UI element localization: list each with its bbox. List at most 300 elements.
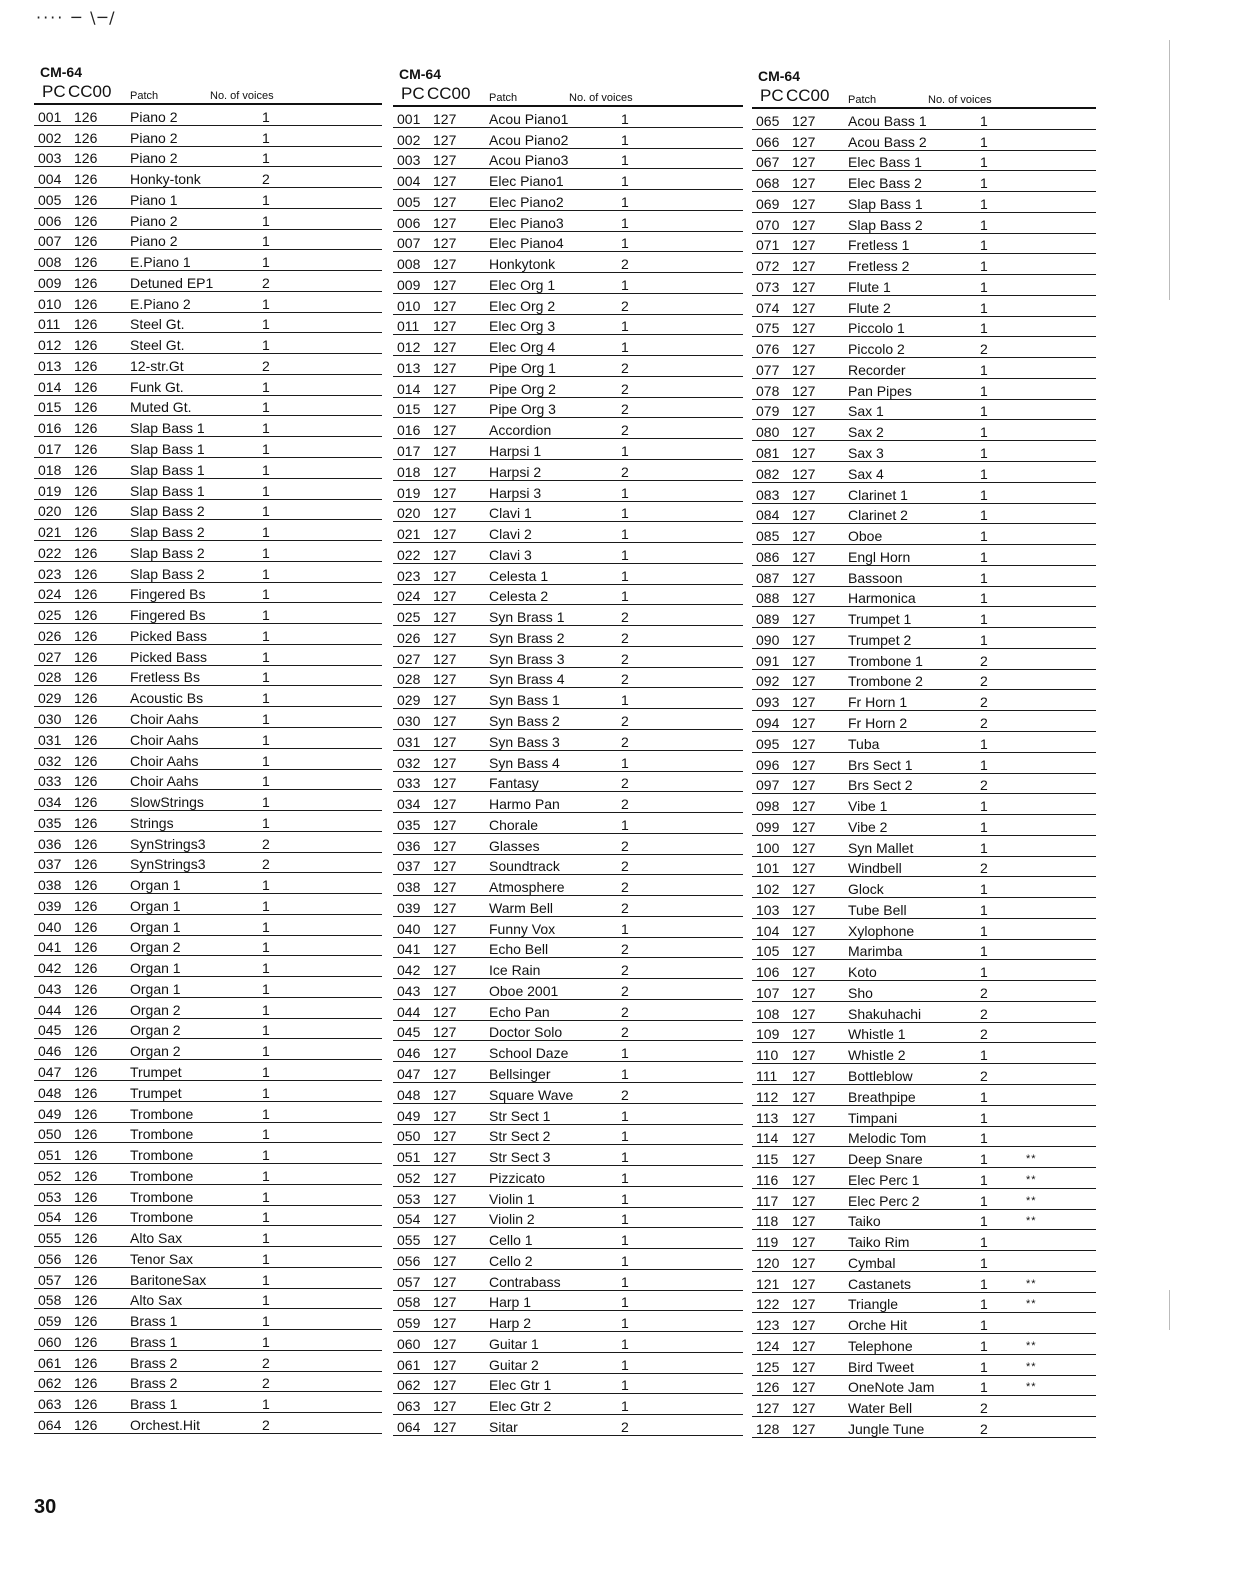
voices-cell: 1 bbox=[980, 922, 988, 939]
pc-cell: 091 bbox=[756, 652, 780, 669]
table-row bbox=[34, 167, 382, 188]
table-row bbox=[752, 732, 1096, 753]
pc-cell: 048 bbox=[38, 1084, 62, 1101]
pc-cell: 049 bbox=[38, 1105, 62, 1122]
table-row bbox=[393, 1166, 743, 1187]
patch-name-cell: Sax 1 bbox=[848, 403, 884, 420]
pc-cell: 034 bbox=[397, 796, 421, 813]
voices-cell: 1 bbox=[980, 1234, 988, 1251]
voices-cell: 1 bbox=[980, 195, 988, 212]
pc-cell: 010 bbox=[38, 295, 62, 312]
voices-cell: 2 bbox=[262, 835, 270, 852]
patch-name-cell: Brs Sect 1 bbox=[848, 756, 913, 773]
patch-name-cell: Str Sect 2 bbox=[489, 1128, 551, 1145]
pc-cell: 073 bbox=[756, 278, 780, 295]
header-pc: PC bbox=[760, 86, 784, 105]
pc-cell: 051 bbox=[38, 1147, 62, 1164]
cc00-cell: 126 bbox=[74, 212, 98, 229]
patch-name-cell: Harmo Pan bbox=[489, 796, 560, 813]
cc00-cell: 126 bbox=[74, 1126, 98, 1143]
cc00-cell: 126 bbox=[74, 1063, 98, 1080]
cc00-cell: 126 bbox=[74, 1313, 98, 1330]
voices-cell: 1 bbox=[980, 258, 988, 275]
cc00-cell: 127 bbox=[792, 673, 816, 690]
pc-cell: 061 bbox=[38, 1354, 62, 1371]
cc00-cell: 127 bbox=[433, 1356, 457, 1373]
table-row bbox=[752, 462, 1096, 483]
table-row bbox=[752, 981, 1096, 1002]
pc-cell: 054 bbox=[38, 1209, 62, 1226]
patch-name-cell: Jungle Tune bbox=[848, 1421, 925, 1437]
voices-cell: 1 bbox=[621, 692, 629, 709]
cc00-cell: 126 bbox=[74, 918, 98, 935]
cc00-cell: 127 bbox=[792, 1109, 816, 1126]
voices-cell: 1 bbox=[621, 110, 629, 127]
patch-name-cell: Marimba bbox=[848, 943, 903, 960]
cc00-cell: 127 bbox=[433, 1107, 457, 1124]
voices-cell: 1 bbox=[621, 1211, 629, 1228]
patch-name-cell: Elec Piano1 bbox=[489, 173, 564, 190]
voices-cell: 2 bbox=[621, 941, 629, 958]
patch-name-cell: Cymbal bbox=[848, 1254, 896, 1271]
pc-cell: 022 bbox=[397, 546, 421, 563]
cc00-cell: 127 bbox=[792, 590, 816, 607]
patch-name-cell: Flute 2 bbox=[848, 299, 891, 316]
cc00-cell: 126 bbox=[74, 482, 98, 499]
pc-cell: 079 bbox=[756, 403, 780, 420]
cc00-cell: 127 bbox=[433, 484, 457, 501]
table-row bbox=[752, 234, 1096, 255]
table-row bbox=[34, 458, 382, 479]
pc-cell: 081 bbox=[756, 445, 780, 462]
patch-name-cell: Celesta 1 bbox=[489, 567, 549, 584]
table-row bbox=[393, 273, 743, 294]
cc00-cell: 127 bbox=[792, 714, 816, 731]
patch-name-cell: Acou Piano3 bbox=[489, 152, 569, 169]
table-row bbox=[34, 209, 382, 230]
table-row bbox=[34, 1039, 382, 1060]
voices-cell: 1 bbox=[980, 964, 988, 981]
cc00-cell: 127 bbox=[433, 1335, 457, 1352]
voices-cell: 1 bbox=[621, 173, 629, 190]
voices-cell: 1 bbox=[621, 214, 629, 231]
table-row bbox=[34, 500, 382, 521]
pc-cell: 123 bbox=[756, 1317, 780, 1334]
pc-cell: 041 bbox=[38, 939, 62, 956]
cc00-cell: 127 bbox=[433, 692, 457, 709]
cc00-cell: 127 bbox=[433, 131, 457, 148]
patch-name-cell: Fretless 1 bbox=[848, 237, 910, 254]
table-row bbox=[34, 1413, 382, 1434]
patch-name-cell: Syn Brass 1 bbox=[489, 609, 565, 626]
flag-cell: ** bbox=[1026, 1194, 1037, 1207]
table-row bbox=[752, 670, 1096, 691]
patch-name-cell: Bellsinger bbox=[489, 1065, 551, 1082]
pc-cell: 082 bbox=[756, 465, 780, 482]
patch-name-cell: Syn Bass 4 bbox=[489, 754, 560, 771]
patch-name-cell: 12-str.Gt bbox=[130, 357, 184, 374]
pc-cell: 106 bbox=[756, 964, 780, 981]
voices-cell: 2 bbox=[980, 860, 988, 877]
cc00-cell: 126 bbox=[74, 565, 98, 582]
cc00-cell: 127 bbox=[792, 548, 816, 565]
pc-cell: 119 bbox=[756, 1234, 779, 1251]
voices-cell: 1 bbox=[980, 590, 988, 607]
table-row bbox=[393, 1415, 743, 1436]
voices-cell: 1 bbox=[262, 337, 270, 354]
patch-name-cell: Choir Aahs bbox=[130, 773, 199, 790]
voices-cell: 1 bbox=[980, 798, 988, 815]
table-row bbox=[752, 1085, 1096, 1106]
pc-cell: 054 bbox=[397, 1211, 421, 1228]
voices-cell: 1 bbox=[980, 569, 988, 586]
cc00-cell: 126 bbox=[74, 877, 98, 894]
table-row bbox=[34, 894, 382, 915]
voices-cell: 1 bbox=[262, 316, 270, 333]
patch-name-cell: Slap Bass 2 bbox=[130, 503, 205, 520]
flag-cell: ** bbox=[1026, 1277, 1037, 1290]
voices-cell: 2 bbox=[262, 274, 270, 291]
table-row bbox=[34, 396, 382, 417]
voices-cell: 1 bbox=[262, 1313, 270, 1330]
voices-cell: 2 bbox=[262, 1354, 270, 1371]
voices-cell: 1 bbox=[980, 1192, 988, 1209]
cc00-cell: 127 bbox=[792, 569, 816, 586]
patch-name-cell: E.Piano 1 bbox=[130, 254, 191, 271]
cc00-cell: 127 bbox=[792, 465, 816, 482]
patch-name-cell: Piano 2 bbox=[130, 233, 178, 250]
pc-cell: 018 bbox=[38, 461, 62, 478]
cc00-cell: 126 bbox=[74, 399, 98, 416]
table-row bbox=[34, 915, 382, 936]
patch-name-cell: Elec Org 2 bbox=[489, 297, 556, 314]
cc00-cell: 127 bbox=[433, 920, 457, 937]
table-row bbox=[752, 296, 1096, 317]
patch-name-cell: Trombone 1 bbox=[848, 652, 923, 669]
table-row bbox=[34, 271, 382, 292]
voices-cell: 1 bbox=[262, 794, 270, 811]
pc-cell: 033 bbox=[397, 775, 421, 792]
patch-name-cell: Brass 2 bbox=[130, 1354, 178, 1371]
pc-cell: 046 bbox=[38, 1043, 62, 1060]
patch-name-cell: Acou Bass 2 bbox=[848, 133, 927, 150]
cc00-cell: 127 bbox=[792, 361, 816, 378]
cc00-cell: 127 bbox=[433, 1045, 457, 1062]
flag-cell: ** bbox=[1026, 1153, 1037, 1166]
patch-name-cell: Str Sect 3 bbox=[489, 1149, 551, 1166]
table-row bbox=[752, 960, 1096, 981]
patch-name-cell: Detuned EP1 bbox=[130, 274, 214, 291]
cc00-cell: 127 bbox=[792, 631, 816, 648]
pc-cell: 083 bbox=[756, 486, 780, 503]
table-row bbox=[752, 1272, 1096, 1293]
table-row bbox=[752, 337, 1096, 358]
column-title: CM-64 bbox=[40, 64, 83, 80]
cc00-cell: 127 bbox=[792, 922, 816, 939]
cc00-cell: 127 bbox=[433, 526, 457, 543]
pc-cell: 027 bbox=[397, 650, 421, 667]
cc00-cell: 127 bbox=[433, 1003, 457, 1020]
flag-cell: ** bbox=[1026, 1339, 1037, 1352]
table-row bbox=[752, 441, 1096, 462]
cc00-cell: 127 bbox=[433, 1211, 457, 1228]
voices-cell: 1 bbox=[621, 1169, 629, 1186]
voices-cell: 2 bbox=[621, 962, 629, 979]
table-row bbox=[393, 647, 743, 668]
cc00-cell: 127 bbox=[792, 424, 816, 441]
table-row bbox=[393, 751, 743, 772]
pc-cell: 041 bbox=[397, 941, 421, 958]
table-row bbox=[752, 940, 1096, 961]
table-row bbox=[34, 749, 382, 770]
patch-name-cell: Timpani bbox=[848, 1109, 898, 1126]
patch-name-cell: Piano 2 bbox=[130, 150, 178, 167]
cc00-cell: 127 bbox=[792, 1337, 816, 1354]
voices-cell: 1 bbox=[621, 152, 629, 169]
voices-cell: 1 bbox=[980, 507, 988, 524]
voices-cell: 1 bbox=[262, 690, 270, 707]
table-row bbox=[34, 1351, 382, 1372]
voices-cell: 1 bbox=[980, 756, 988, 773]
patch-name-cell: Harpsi 3 bbox=[489, 484, 542, 501]
voices-cell: 1 bbox=[621, 1190, 629, 1207]
table-header bbox=[752, 87, 1096, 109]
table-row bbox=[393, 772, 743, 793]
table-row bbox=[393, 1249, 743, 1270]
pc-cell: 040 bbox=[38, 918, 62, 935]
cc00-cell: 127 bbox=[792, 1379, 816, 1396]
patch-name-cell: Elec Gtr 1 bbox=[489, 1377, 552, 1394]
cc00-cell: 127 bbox=[792, 341, 816, 358]
voices-cell: 2 bbox=[980, 1026, 988, 1043]
patch-name-cell: Sax 3 bbox=[848, 445, 884, 462]
patch-name-cell: Trombone bbox=[130, 1105, 194, 1122]
patch-name-cell: Trombone bbox=[130, 1126, 194, 1143]
voices-cell: 1 bbox=[262, 544, 270, 561]
patch-name-cell: Honky-tonk bbox=[130, 171, 201, 188]
pc-cell: 008 bbox=[38, 254, 62, 271]
patch-name-cell: Deep Snare bbox=[848, 1151, 923, 1168]
cc00-cell: 127 bbox=[433, 1252, 457, 1269]
cc00-cell: 126 bbox=[74, 1292, 98, 1309]
patch-name-cell: Syn Mallet bbox=[848, 839, 914, 856]
patch-name-cell: Harpsi 1 bbox=[489, 443, 542, 460]
header-patch: Patch bbox=[848, 94, 877, 106]
patch-name-cell: Piano 1 bbox=[130, 191, 178, 208]
pc-cell: 042 bbox=[38, 960, 62, 977]
cc00-cell: 127 bbox=[433, 1315, 457, 1332]
table-row bbox=[393, 1041, 743, 1062]
voices-cell: 1 bbox=[980, 1379, 988, 1396]
patch-name-cell: Choir Aahs bbox=[130, 731, 199, 748]
pc-cell: 001 bbox=[38, 108, 62, 125]
table-row bbox=[752, 504, 1096, 525]
patch-name-cell: Harmonica bbox=[848, 590, 916, 607]
table-row bbox=[34, 1123, 382, 1144]
cc00-cell: 127 bbox=[792, 175, 816, 192]
cc00-cell: 127 bbox=[792, 112, 816, 129]
patch-name-cell: Muted Gt. bbox=[130, 399, 192, 416]
scan-edge-mark bbox=[1169, 40, 1170, 300]
cc00-cell: 127 bbox=[433, 443, 457, 460]
patch-name-cell: OneNote Jam bbox=[848, 1379, 935, 1396]
flag-cell: ** bbox=[1026, 1298, 1037, 1311]
table-row bbox=[393, 1270, 743, 1291]
patch-name-cell: Pipe Org 2 bbox=[489, 380, 556, 397]
table-row bbox=[34, 770, 382, 791]
voices-cell: 1 bbox=[980, 611, 988, 628]
cc00-cell: 127 bbox=[792, 798, 816, 815]
pc-cell: 014 bbox=[38, 378, 62, 395]
voices-cell: 1 bbox=[980, 943, 988, 960]
table-row bbox=[34, 354, 382, 375]
voices-cell: 1 bbox=[980, 175, 988, 192]
voices-cell: 2 bbox=[621, 359, 629, 376]
table-row bbox=[393, 1332, 743, 1353]
table-row bbox=[393, 252, 743, 273]
table-row bbox=[752, 774, 1096, 795]
table-row bbox=[752, 1043, 1096, 1064]
table-row bbox=[752, 545, 1096, 566]
cc00-cell: 127 bbox=[433, 1169, 457, 1186]
pc-cell: 094 bbox=[756, 714, 780, 731]
cc00-cell: 126 bbox=[74, 461, 98, 478]
voices-cell: 1 bbox=[262, 1396, 270, 1413]
cc00-cell: 126 bbox=[74, 960, 98, 977]
pc-cell: 062 bbox=[38, 1375, 62, 1392]
patch-name-cell: Syn Bass 1 bbox=[489, 692, 560, 709]
cc00-cell: 127 bbox=[433, 256, 457, 273]
voices-cell: 1 bbox=[262, 524, 270, 541]
voices-cell: 1 bbox=[621, 1398, 629, 1415]
patch-name-cell: Triangle bbox=[848, 1296, 899, 1313]
pc-cell: 107 bbox=[756, 984, 780, 1001]
column-title: CM-64 bbox=[399, 66, 442, 82]
voices-cell: 1 bbox=[980, 1317, 988, 1334]
pc-cell: 008 bbox=[397, 256, 421, 273]
pc-cell: 067 bbox=[756, 154, 780, 171]
table-row bbox=[393, 1125, 743, 1146]
voices-cell: 2 bbox=[621, 858, 629, 875]
pc-cell: 004 bbox=[38, 171, 62, 188]
patch-name-cell: Contrabass bbox=[489, 1273, 561, 1290]
cc00-cell: 127 bbox=[792, 486, 816, 503]
voices-cell: 2 bbox=[621, 899, 629, 916]
pc-cell: 109 bbox=[756, 1026, 780, 1043]
table-row bbox=[393, 585, 743, 606]
patch-name-cell: Pan Pipes bbox=[848, 382, 912, 399]
voices-cell: 1 bbox=[262, 254, 270, 271]
table-row bbox=[393, 190, 743, 211]
table-row bbox=[752, 649, 1096, 670]
table-row bbox=[393, 875, 743, 896]
table-row bbox=[393, 813, 743, 834]
table-row bbox=[752, 192, 1096, 213]
pc-cell: 015 bbox=[38, 399, 62, 416]
patch-name-cell: Fantasy bbox=[489, 775, 539, 792]
table-row bbox=[34, 333, 382, 354]
patch-name-cell: Clarinet 1 bbox=[848, 486, 908, 503]
patch-name-cell: Elec Gtr 2 bbox=[489, 1398, 552, 1415]
cc00-cell: 126 bbox=[74, 1250, 98, 1267]
cc00-cell: 127 bbox=[433, 567, 457, 584]
pc-cell: 048 bbox=[397, 1086, 421, 1103]
pc-cell: 126 bbox=[756, 1379, 780, 1396]
voices-cell: 1 bbox=[262, 773, 270, 790]
voices-cell: 1 bbox=[262, 482, 270, 499]
header-voices: No. of voices bbox=[928, 94, 992, 106]
cc00-cell: 127 bbox=[792, 611, 816, 628]
patch-name-cell: Brass 1 bbox=[130, 1333, 178, 1350]
pc-cell: 045 bbox=[38, 1022, 62, 1039]
patch-name-cell: Sax 4 bbox=[848, 465, 884, 482]
voices-cell: 1 bbox=[262, 233, 270, 250]
pc-cell: 050 bbox=[38, 1126, 62, 1143]
cc00-cell: 127 bbox=[433, 297, 457, 314]
cc00-cell: 127 bbox=[433, 152, 457, 169]
header-pc: PC bbox=[401, 84, 425, 103]
patch-name-cell: Slap Bass 1 bbox=[848, 195, 923, 212]
cc00-cell: 127 bbox=[792, 860, 816, 877]
pc-cell: 061 bbox=[397, 1356, 421, 1373]
table-row bbox=[34, 1102, 382, 1123]
pc-cell: 017 bbox=[397, 443, 421, 460]
table-row bbox=[34, 520, 382, 541]
patch-name-cell: Fingered Bs bbox=[130, 586, 206, 603]
patch-name-cell: Engl Horn bbox=[848, 548, 911, 565]
table-row bbox=[34, 1268, 382, 1289]
voices-cell: 1 bbox=[980, 1337, 988, 1354]
voices-cell: 1 bbox=[980, 1130, 988, 1147]
voices-cell: 2 bbox=[621, 837, 629, 854]
cc00-cell: 127 bbox=[433, 359, 457, 376]
cc00-cell: 127 bbox=[792, 258, 816, 275]
cc00-cell: 127 bbox=[792, 943, 816, 960]
column-title: CM-64 bbox=[758, 68, 801, 84]
patch-name-cell: Elec Piano4 bbox=[489, 235, 564, 252]
voices-cell: 1 bbox=[621, 193, 629, 210]
pc-cell: 036 bbox=[38, 835, 62, 852]
pc-cell: 047 bbox=[397, 1065, 421, 1082]
voices-cell: 1 bbox=[980, 237, 988, 254]
cc00-cell: 127 bbox=[792, 1067, 816, 1084]
table-row bbox=[34, 1164, 382, 1185]
cc00-cell: 126 bbox=[74, 129, 98, 146]
pc-cell: 114 bbox=[756, 1130, 779, 1147]
patch-name-cell: Bassoon bbox=[848, 569, 903, 586]
pc-cell: 013 bbox=[397, 359, 421, 376]
pc-cell: 060 bbox=[397, 1335, 421, 1352]
voices-cell: 2 bbox=[980, 1067, 988, 1084]
cc00-cell: 127 bbox=[792, 984, 816, 1001]
pc-cell: 006 bbox=[38, 212, 62, 229]
table-row bbox=[34, 832, 382, 853]
voices-cell: 1 bbox=[262, 814, 270, 831]
patch-name-cell: Piccolo 1 bbox=[848, 320, 905, 337]
cc00-cell: 127 bbox=[792, 1213, 816, 1230]
cc00-cell: 127 bbox=[433, 982, 457, 999]
patch-name-cell: Syn Bass 2 bbox=[489, 712, 560, 729]
patch-name-cell: Elec Perc 2 bbox=[848, 1192, 920, 1209]
cc00-cell: 126 bbox=[74, 1271, 98, 1288]
table-row bbox=[34, 105, 382, 126]
patch-name-cell: Pipe Org 3 bbox=[489, 401, 556, 418]
pc-cell: 063 bbox=[38, 1396, 62, 1413]
voices-cell: 1 bbox=[262, 607, 270, 624]
cc00-cell: 126 bbox=[74, 420, 98, 437]
pc-cell: 044 bbox=[38, 1001, 62, 1018]
table-row bbox=[752, 877, 1096, 898]
